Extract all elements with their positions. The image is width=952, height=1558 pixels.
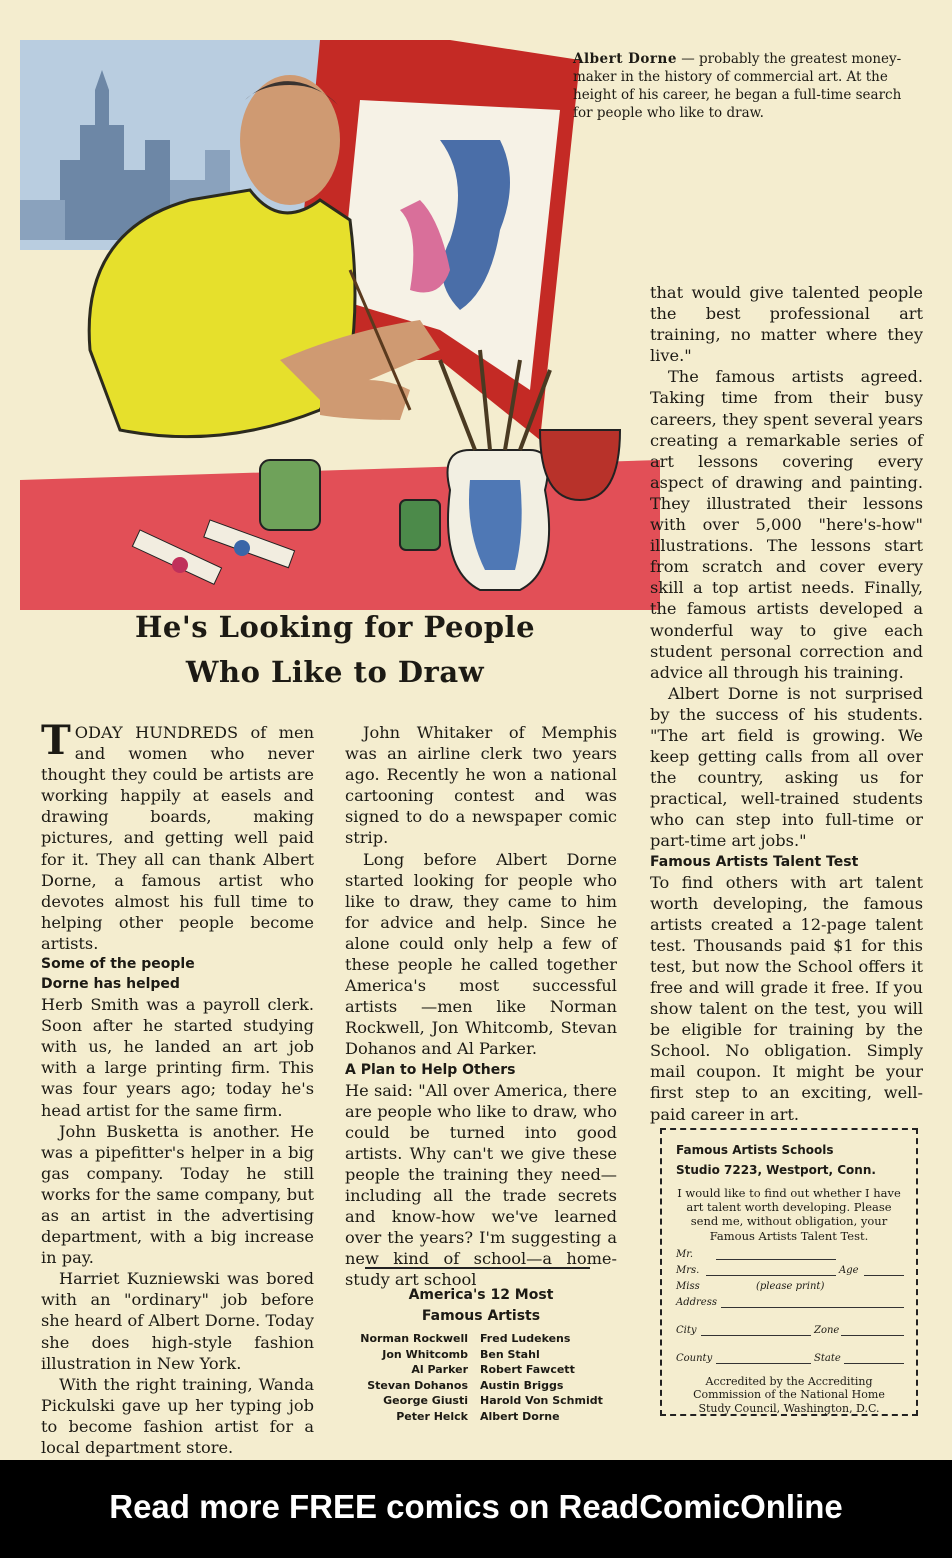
list-item (338, 1409, 618, 1425)
subheading: Famous Artists Talent Test (650, 853, 859, 870)
name-field-row[interactable] (676, 1265, 902, 1281)
artist-name: Jon Whitcomb (382, 1347, 468, 1361)
paragraph: Herb Smith was a payroll clerk. Soon after he started studying with us, he landed an art job with a large printing firm. This was four years ago; today he's head artist for the same firm. (41, 995, 314, 1120)
paragraph: Long before Albert Dorne started looking for people who like to draw, they came to him for advice and help. Since he alone could only help a few of these people he called together America's most successful artists —men like Norman Rockwell, Jon Whitcomb, Stevan Dohanos and Al Parker. (345, 849, 617, 1059)
artist-name: Norman Rockwell (360, 1332, 468, 1345)
footer-text[interactable]: Read more FREE comics on ReadComicOnline (109, 1488, 843, 1525)
illustration-caption (573, 50, 918, 122)
subheading: A Plan to Help Others (345, 1061, 516, 1078)
coupon-address: Studio 7223, Westport, Conn. (676, 1163, 876, 1177)
subheading: Dorne has helped (41, 976, 180, 993)
name-field[interactable] (676, 1249, 902, 1265)
lead-in: ODAY HUNDREDS (74, 723, 239, 742)
coupon-title: Famous Artists Schools (676, 1143, 834, 1157)
paragraph: The famous artists agreed. Taking time from their busy careers, they spent several years creating a remarkable series of art lessons covering every aspect of drawing and painting. They illustrated their lessons with over 5,000 "here's-how" illustrations. The lessons start from scratch and cover every skill a top artist needs. Finally, the famous artists developed a wonderful way to give each student personal correction and advice all through his training. (650, 367, 923, 682)
artist-name: Ben Stahl (480, 1347, 540, 1361)
paragraph: John Whitaker of Memphis was an airline clerk two years ago. Recently he won a national cartooning contest and was signed to do a newspaper comic strip. (345, 723, 617, 848)
artist-name: Peter Helck (396, 1409, 468, 1423)
article-column-3 (650, 282, 923, 1125)
paragraph: Albert Dorne is not surprised by the success of his students. "The art field is growing. We keep getting calls from all over the country, asking us for practical, well-trained students who can step into full-time or part-time art jobs." (650, 683, 923, 851)
list-item (338, 1393, 618, 1409)
artists-box-title (350, 1285, 612, 1327)
headline-line-1: He's Looking for People (134, 610, 536, 644)
albert-dorne-head (240, 75, 340, 205)
paint-jars (260, 460, 320, 530)
list-item (338, 1331, 618, 1347)
field-hint: (please print) (756, 1280, 825, 1292)
field-label: City (676, 1324, 697, 1336)
city-zone-field[interactable] (676, 1325, 902, 1341)
artists-list (338, 1331, 618, 1425)
artist-name: Stevan Dohanos (367, 1378, 468, 1392)
artist-illustration (20, 30, 660, 610)
mail-coupon[interactable] (660, 1128, 918, 1416)
artist-name: Albert Dorne (480, 1409, 560, 1423)
artist-name: George Giusti (383, 1394, 468, 1408)
paragraph: To find others with art talent worth developing, the famous artists created a 12-page talent test. Thousands paid $1 for this test, but now the School offers it free and will grade it free. If you show talent on the test, you will be eligible for training by the School. No obligation. Simply mail coupon. It might be your first step to an exciting, well-paid career in art. (650, 872, 923, 1124)
paragraph: Harriet Kuzniewski was bored with an "ordinary" job before she heard of Albert Dorne. Today she does high-style fashion illustration in New York. (41, 1269, 314, 1373)
field-label: State (814, 1352, 841, 1364)
coupon-form (676, 1249, 902, 1369)
artists-title-line: Famous Artists (421, 1308, 541, 1324)
field-label: Mr. (676, 1248, 694, 1260)
paragraph: With the right training, Wanda Pickulski gave up her typing job to become fashion artist for a local department store. (41, 1374, 314, 1457)
field-label: County (676, 1352, 713, 1364)
list-item (338, 1347, 618, 1363)
accreditation-note: Accredited by the Accrediting Commission of the National Home Study Council, Washington, D.C. (693, 1374, 885, 1415)
list-item (338, 1362, 618, 1378)
county-state-field[interactable] (676, 1353, 902, 1369)
artist-name: Al Parker (411, 1363, 468, 1377)
headline-line-2: Who Like to Draw (185, 655, 485, 689)
caption-text: — probably the greatest money-maker in the history of commercial art. At the height of his career, he began a full-time search for people who like to draw. (573, 51, 902, 121)
artist-name: Harold Von Schmidt (480, 1394, 603, 1408)
article-column-2 (345, 722, 617, 1290)
paragraph: He said: "All over America, there are people who like to draw, who could be turned into good artists. Why can't we give these people the training they need—including all the trade secrets and know-how we've learned over the years? I'm suggesting a new kind of school—a home-study art school (345, 1080, 617, 1290)
subheading: Some of the people (41, 956, 195, 973)
artist-name: Fred Ludekens (480, 1332, 571, 1345)
list-item (338, 1378, 618, 1394)
address-field[interactable] (676, 1297, 902, 1313)
coupon-body: I would like to find out whether I have art talent worth developing. Please send me, without obligation, your Famous Artists Talent Test. (677, 1186, 901, 1243)
field-label: Zone (814, 1324, 840, 1336)
name-field-row[interactable] (676, 1281, 902, 1297)
paragraph-text: of men and women who never thought they could be artists are working happily at easels and drawing boards, making pictures, and getting well paid for it. They all can thank Albert Dorne, a famous artist who devotes almost his full time to helping other people become artists. (41, 723, 314, 953)
field-label: Miss (676, 1280, 700, 1292)
field-label: Address (676, 1296, 717, 1308)
field-label: Age (839, 1264, 859, 1276)
paragraph: that would give talented people the best professional art training, no matter where they live." (650, 283, 923, 366)
artist-name: Robert Fawcett (480, 1363, 575, 1377)
divider (365, 1267, 590, 1269)
paragraph (41, 717, 314, 954)
field-label: Mrs. (676, 1264, 700, 1276)
artists-title-line: America's 12 Most (408, 1287, 554, 1303)
footer-banner[interactable] (0, 1460, 952, 1558)
caption-name: Albert Dorne (573, 51, 677, 67)
article-column-1 (41, 717, 314, 1458)
paragraph: John Busketta is another. He was a pipefitter's helper in a big gas company. Today he still works for the same company, but as an artist in the advertising department, with a big increase in pay. (41, 1121, 314, 1268)
drop-cap: T (41, 717, 71, 764)
artist-name: Austin Briggs (480, 1378, 564, 1392)
